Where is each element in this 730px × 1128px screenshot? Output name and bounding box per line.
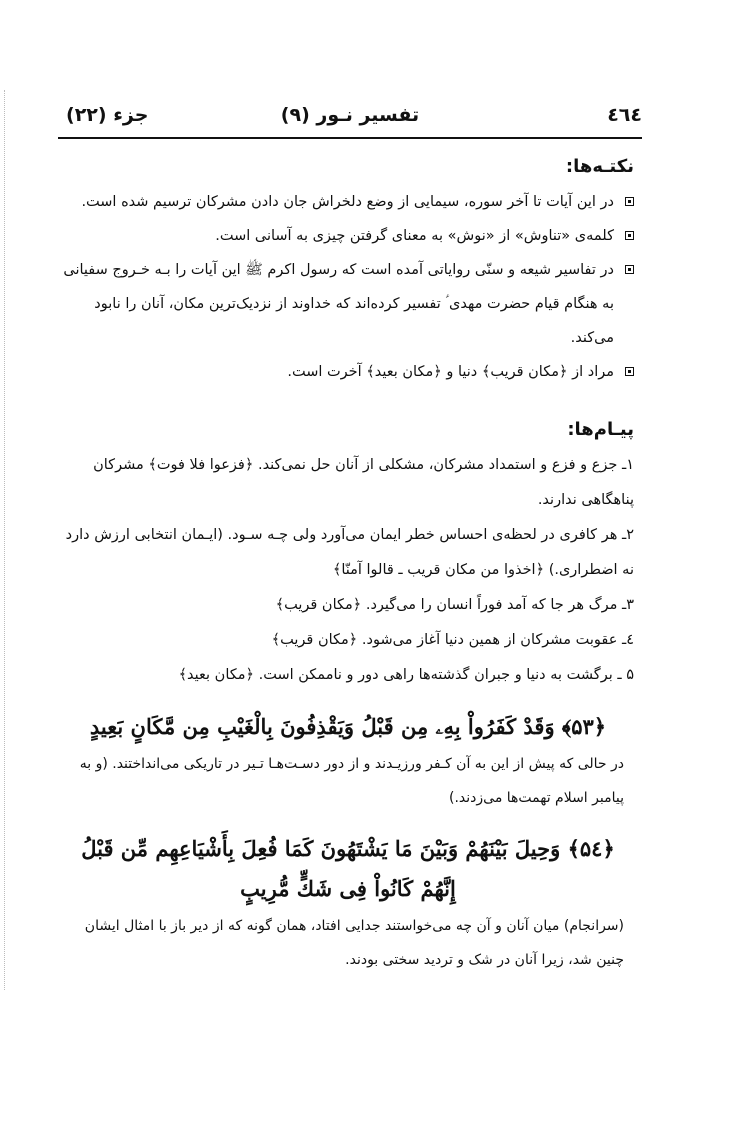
notes-heading: نکتـه‌ها: — [565, 156, 634, 177]
message-item: ۱ـ جزع و فزع و استمداد مشرکان، مشکلی از آنان حل نمی‌کند. ﴿فزعوا فلا فوت﴾ مشرکان پناهگاهی ندارند. — [93, 457, 634, 508]
note-item: در این آیات تا آخر سوره، سیمایی از وضع دلخراش جان دادن مشرکان ترسیم شده است. — [62, 185, 634, 219]
part-label: جزء (۲۲) — [66, 104, 149, 126]
message-item: ٤ـ عقوبت مشرکان از همین دنیا آغاز می‌شود. ﴿مكان قريب﴾ — [271, 632, 634, 648]
message-item: ۲ـ هر کافری در لحظه‌ی احساس خطر ایمان می‌آورد ولی چـه سـود. (ایـمان انتخابی ارزش دارد نه اضطراری.) ﴿اخذوا من مكان قريب ـ قالوا آمنّا﴾ — [65, 527, 634, 578]
square-bullet-icon — [625, 231, 634, 240]
verse-54: ﴿۵٤﴾ وَحِيلَ بَيْنَهُمْ وَبَيْنَ مَا يَشْتَهُونَ كَمَا فُعِلَ بِأَشْيَاعِهِم مِّن قَبْلُ إِنَّهُمْ كَانُواْ فِى شَكٍّ مُّرِيبٍ — [81, 836, 615, 901]
header-rule — [58, 137, 642, 139]
scan-margin — [4, 90, 7, 990]
note-item: در تفاسیر شیعه و سنّی روایاتی آمده است که رسول اکرم ﷺ این آیات را بـه خـروج سفیانی به هنگام قیام حضرت مهدی ؑ تفسیر کرده‌اند که خداوند از نزدیک‌ترین مکان، آنان را نابود می‌کند. — [62, 253, 634, 355]
note-item: کلمه‌ی «تناوش» از «نوش» به معنای گرفتن چیزی به آسانی است. — [62, 219, 634, 253]
square-bullet-icon — [625, 265, 634, 274]
messages-heading: پیـام‌ها: — [567, 419, 634, 440]
square-bullet-icon — [625, 367, 634, 376]
book-title: تفسیر نـور (۹) — [280, 104, 420, 126]
verse-54-translation: (سرانجام) میان آنان و آن چه می‌خواستند جدایی افتاد، همان گونه که از دیر باز با امثال ایشان چنین شد، زیرا آنان در شک و تردید سختی بودند. — [84, 918, 624, 968]
verse-53-translation: در حالی که پیش از این به آن کـفر ورزیـدند و از دور دسـت‌هـا تـیر در تاریکی می‌انداختند. (و به پیامبر اسلام تهمت‌ها می‌زدند.) — [79, 756, 624, 806]
square-bullet-icon — [625, 197, 634, 206]
note-item: مراد از ﴿مكان قريب﴾ دنیا و ﴿مكان بعيد﴾ آخرت است. — [62, 355, 634, 389]
running-header — [58, 100, 642, 132]
page-number: ٤٦٤ — [607, 104, 642, 126]
message-item: ۵ ـ برگشت به دنیا و جبران گذشته‌ها راهی دور و ناممکن است. ﴿مكان بعيد﴾ — [178, 667, 634, 683]
page-content — [62, 150, 634, 977]
verse-53: ﴿۵۳﴾ وَقَدْ كَفَرُواْ بِهِۦ مِن قَبْلُ وَيَقْذِفُونَ بِالْغَيْبِ مِن مَّكَانٍ بَعِيدٍ — [89, 714, 607, 739]
message-item: ۳ـ مرگ هر جا که آمد فوراً انسان را می‌گیرد. ﴿مكان قريب﴾ — [275, 597, 634, 613]
